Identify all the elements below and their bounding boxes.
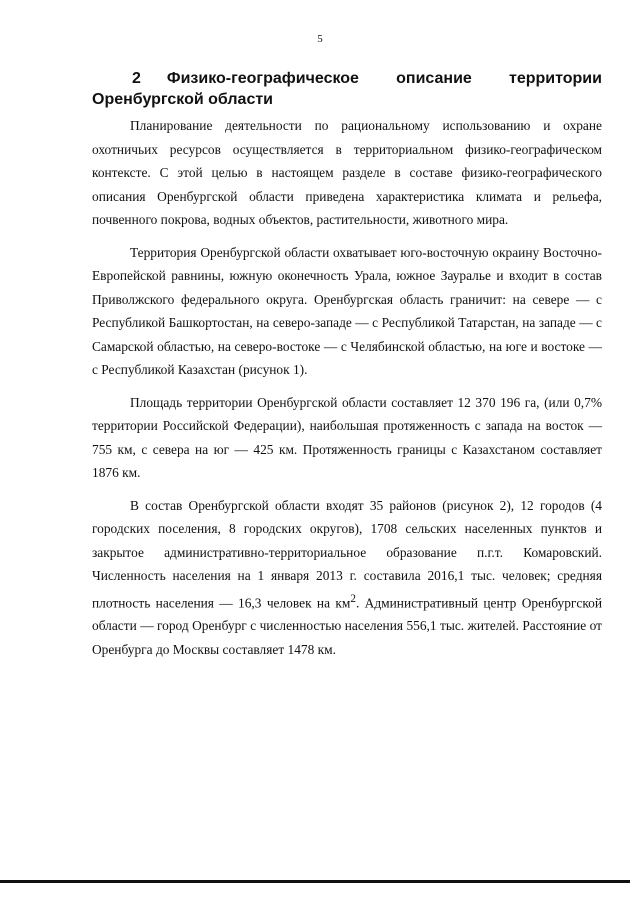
paragraph: Территория Оренбургской области охватывает юго-восточную окраину Восточно-Европейской равнины, южную оконечность Урала, южное Зауралье и входит в состав Приволжского федерального округа. Оренбургская область граничит: на севере — с Республикой Башкортостан, на северо-западе — с Республикой Татарстан, на западе — с Самарской областью, на северо-востоке — с Челябинской областью, на юге и востоке — с Республикой Казахстан (рисунок 1). (92, 244, 602, 377)
footer-rule (0, 880, 630, 883)
paragraph: Планирование деятельности по рациональному использованию и охране охотничьих ресурсов осуществляется в территориальном физико-географическом контексте. С этой целью в настоящем разделе в составе физико-географического описания Оренбургской области приведена характеристика климата и рельефа, почвенного покрова, водных объектов, растительности, животного мира. (92, 118, 602, 227)
superscript: 2 (350, 592, 356, 605)
heading-line-2: Оренбургской области (92, 91, 274, 108)
section-heading (92, 68, 602, 110)
section-number: 2 (132, 70, 141, 87)
heading-word: описание (396, 70, 472, 87)
heading-word: территории (509, 70, 602, 87)
heading-line-1 (92, 68, 602, 89)
page-number: 5 (317, 33, 323, 45)
paragraph (92, 494, 602, 662)
heading-word: Физико-географическое (166, 70, 359, 87)
paragraph-text: . Административный центр Оренбургской области — город Оренбург с численностью населения 556,1 тыс. жителей. Расстояние от Оренбурга до Москвы составляет 1478 км. (92, 594, 603, 657)
heading-words (167, 68, 602, 89)
body-text (92, 114, 602, 670)
paragraph: Площадь территории Оренбургской области составляет 12 370 196 га, (или 0,7% территории Российской Федерации), наибольшая протяженность с запада на восток — 755 км, с севера на юг — 425 км. Протяженность границы с Казахстаном составляет 1876 км. (92, 394, 602, 480)
paragraph-text: В состав Оренбургской области входят 35 районов (рисунок 2), 12 городов (4 городских поселения, 8 городских округов), 1708 сельских населенных пунктов и закрытое административно-территориальное образование п.г.т. Комаровский. Численность населения на 1 января 2013 г. составила 2016,1 тыс. человек; средняя плотность населения — 16,3 человек на км (92, 497, 602, 610)
